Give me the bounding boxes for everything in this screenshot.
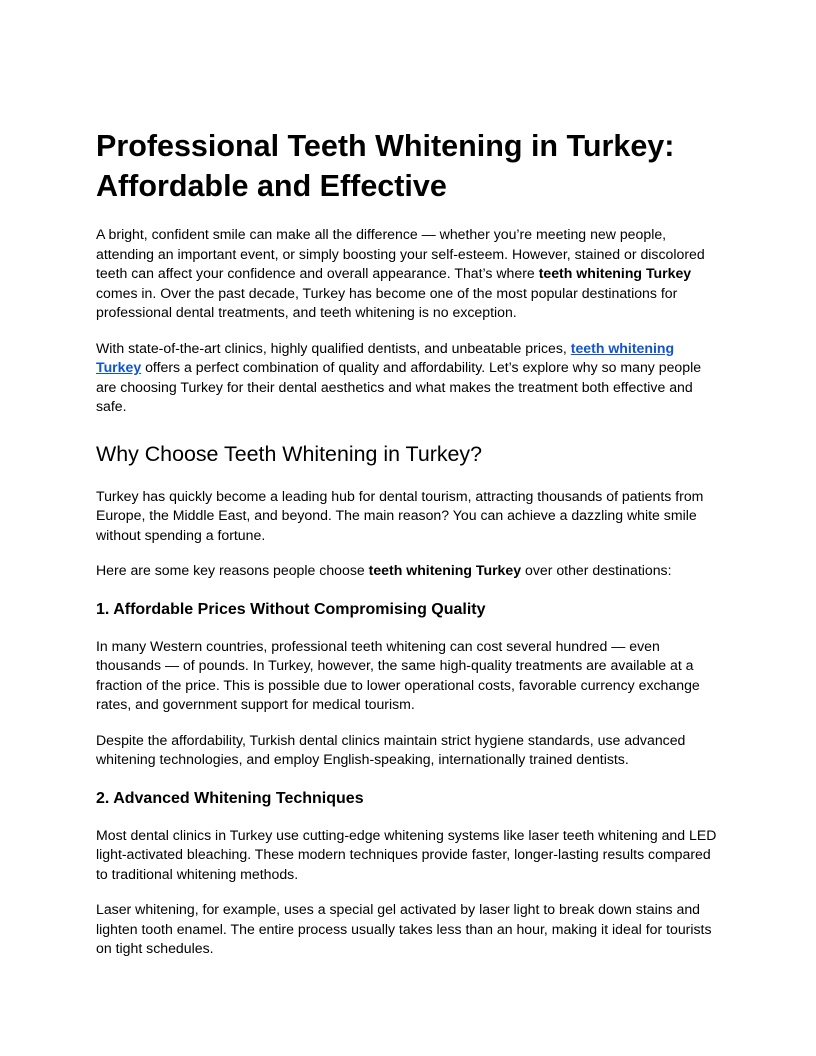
section-2-paragraph-1: Most dental clinics in Turkey use cutting-edge whitening systems like laser teeth whitening and LED light-activated bleaching. These modern techniques provide faster, longer-lasting results compared to traditional whitening methods.: [96, 826, 717, 882]
intro-p2-text-end: offers a perfect combination of quality and affordability. Let’s explore why so many people are choosing Turkey for their dental aesthetics and what makes the treatment both effective and safe.: [96, 359, 702, 414]
why-p2-text-end: over other destinations:: [521, 562, 672, 578]
teeth-whitening-turkey-link[interactable]: teeth whitening Turkey: [96, 339, 675, 375]
why-paragraph-2: [96, 561, 722, 581]
section-2-heading: 2. Advanced Whitening Techniques: [96, 789, 364, 807]
why-p2-text-start: Here are some key reasons people choose: [96, 562, 369, 578]
intro-p1-text-start: A bright, confident smile can make all the difference — whether you’re meeting new people, attending an important event, or simply boosting your self-esteem. However, stained or discolored teeth can affect your confidence and overall appearance. That’s where: [96, 226, 705, 281]
section-1-heading: 1. Affordable Prices Without Compromising Quality: [96, 600, 486, 618]
why-p2-keyword: teeth whitening Turkey: [368, 562, 522, 578]
intro-p1-keyword: teeth whitening Turkey: [538, 265, 692, 281]
why-paragraph-1: Turkey has quickly become a leading hub for dental tourism, attracting thousands of patients from Europe, the Middle East, and beyond. The main reason? You can achieve a dazzling white smile without spending a fortune.: [96, 487, 704, 543]
intro-p2-text-start: With state-of-the-art clinics, highly qualified dentists, and unbeatable prices,: [96, 339, 571, 356]
intro-p1-text-end: comes in. Over the past decade, Turkey has become one of the most popular destinations for professional dental treatments, and teeth whitening is no exception.: [96, 284, 678, 320]
intro-paragraph-2: [96, 339, 722, 417]
page-title: Professional Teeth Whitening in Turkey: Affordable and Effective: [96, 129, 675, 203]
why-choose-heading: Why Choose Teeth Whitening in Turkey?: [96, 441, 483, 466]
section-1-paragraph-1: In many Western countries, professional teeth whitening can cost several hundred — even thousands — of pounds. In Turkey, however, the same high-quality treatments are available at a fraction of the price. This is possible due to lower operational costs, favorable currency exchange rates, and government support for medical tourism.: [96, 637, 700, 712]
intro-paragraph-1: [96, 225, 722, 323]
document-page: [96, 126, 722, 975]
section-2-paragraph-2: Laser whitening, for example, uses a special gel activated by laser light to break down stains and lighten tooth enamel. The entire process usually takes less than an hour, making it ideal for tourists on tight schedules.: [96, 901, 712, 956]
section-1-paragraph-2: Despite the affordability, Turkish dental clinics maintain strict hygiene standards, use advanced whitening technologies, and employ English-speaking, internationally trained dentists.: [96, 731, 686, 767]
